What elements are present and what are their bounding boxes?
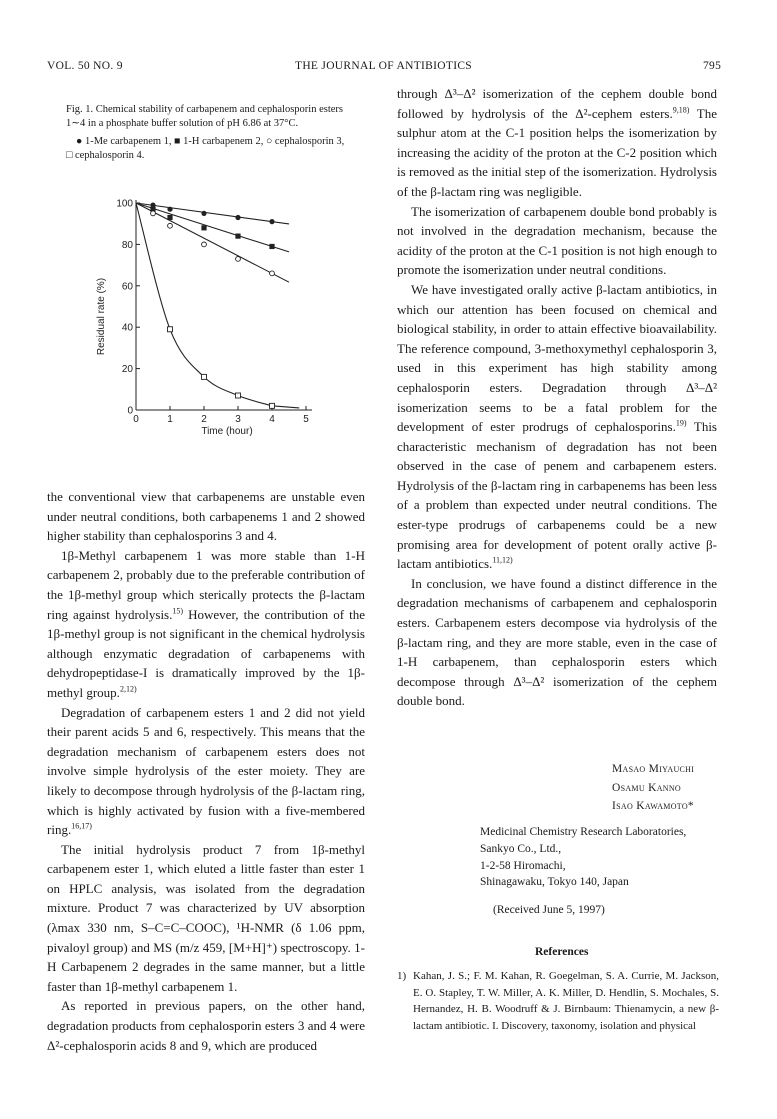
y-tick-label: 20 — [121, 364, 133, 376]
y-axis-title: Residual rate (%) — [96, 277, 107, 356]
series-line-cephalosporin-4 — [136, 203, 299, 408]
y-tick-label: 0 — [127, 405, 133, 417]
data-point-cephalosporin-3 — [236, 256, 241, 261]
x-tick-label: 4 — [269, 414, 275, 425]
citation: 15) — [172, 606, 184, 616]
data-point-1-me-carbapenem-1 — [269, 219, 274, 224]
author-name: Isao Kawamoto* — [612, 800, 694, 812]
left-paragraph-5: As reported in previous papers, on the other hand, degradation products from cephalosporin esters 3 and 4 were Δ²-cephalosporin acids 8 and 9, which are produced — [47, 998, 365, 1053]
x-tick-label: 5 — [303, 414, 309, 425]
reference-number: 1) — [397, 970, 407, 982]
right-paragraph-4: In conclusion, we have found a distinct difference in the degradation mechanisms of carbapenem and cephalosporin esters. Carbapenem esters decompose via hydrolysis of the β-lactam ring, and they are more stable, even in the case of 1-H carbapenem, than cephalosporin esters which decompose through Δ³–Δ² isomerization of the cephem double bond. — [397, 575, 717, 709]
reference-item — [397, 968, 719, 1034]
author-name: Masao Miyauchi — [612, 763, 695, 775]
address-line: Medicinal Chemistry Research Laboratories, — [480, 826, 687, 838]
received-date: (Received June 5, 1997) — [493, 904, 605, 916]
citation: 11,12) — [492, 555, 513, 565]
y-tick-label: 40 — [121, 322, 133, 334]
left-paragraph-3 — [47, 703, 365, 840]
citation: 9,18) — [672, 105, 690, 115]
data-point-1-me-carbapenem-1 — [167, 207, 172, 212]
right-paragraph-1 — [397, 84, 717, 202]
left-p3-text: Degradation of carbapenem esters 1 and 2 did not yield their parent acids 5 and 6, respectively. This means that the degradation mechanism of carbapenem esters does not involve simple hydrolysis of the ester moiety. They are likely to decompose through hydrolysis of the β-lactam ring, which is highly activated by fusion with a five-membered ring. — [47, 704, 365, 838]
data-point-cephalosporin-4 — [168, 327, 173, 332]
affiliation-address — [480, 824, 686, 891]
right-p3-text-a: We have investigated orally active β-lactam antibiotics, in which our attention has been focused on chemical and biological stability, in order to attain effective bioavailability. The reference compound, 3-methoxymethyl cephalosporin 3, used in this experiment has high stability among cephalosporin esters. Degradation through Δ³–Δ² isomerization seems to be a fatal problem for the development of ester prodrugs of cephalosporins. — [397, 281, 717, 435]
data-point-cephalosporin-3 — [168, 223, 173, 228]
left-paragraph-4: The initial hydrolysis product 7 from 1β-methyl carbapenem ester 1, which eluted a little faster than ester 1 on HPLC analysis, was isolated from the degradation mixture. Product 7 was characterized by UV absorption (λmax 330 nm, S–C=C–COOC), ¹H-NMR (δ 1.06 ppm, pivaloyl group) and MS (m/z 459, [M+H]⁺) spectroscopy. 1-H Carbapenem 2 degrades in the same manner, but a little faster than 1β-methyl carbapenem 1. — [47, 841, 365, 994]
right-p1-text-a: through Δ³–Δ² isomerization of the cephem double bond followed by hydrolysis of the Δ²-cephem esters. — [397, 86, 717, 121]
header-page-number: 795 — [703, 60, 722, 72]
x-tick-label: 3 — [235, 414, 241, 425]
address-line: Shinagawaku, Tokyo 140, Japan — [480, 876, 629, 889]
data-point-cephalosporin-3 — [202, 242, 207, 247]
x-tick-label: 0 — [133, 414, 139, 425]
y-tick-label: 100 — [116, 198, 133, 210]
data-point-1-h-carbapenem-2 — [269, 244, 274, 249]
data-point-1-h-carbapenem-2 — [201, 225, 206, 230]
address-line: 1-2-58 Hiromachi, — [480, 859, 566, 872]
data-point-cephalosporin-3 — [151, 211, 156, 216]
left-paragraph-1: the conventional view that carbapenems are unstable even under neutral conditions, both carbapenems 1 and 2 showed higher stability than cephalosporins 3 and 4. — [47, 489, 365, 544]
series-line-1-h-carbapenem-2 — [136, 203, 289, 252]
references-heading: References — [535, 946, 589, 958]
x-tick-label: 1 — [167, 414, 173, 425]
figure-caption-block — [66, 103, 348, 162]
data-point-cephalosporin-4 — [270, 403, 275, 408]
stability-chart — [70, 185, 320, 450]
series-line-cephalosporin-3 — [136, 203, 289, 282]
reference-text: Kahan, J. S.; F. M. Kahan, R. Goegelman, S. A. Currie, M. Jackson, E. O. Stapley, T. W. Miller, A. K. Miller, D. Hendlin, S. Mochales, S. Hernandez, H. B. Woodruff & J. Birnbaum: Thienamycin, a new β-lactam antibiotic. I. Discovery, taxonomy, isolation and physical — [413, 970, 719, 1032]
right-paragraph-2: The isomerization of carbapenem double bond probably is not involved in the degradation mechanism, because the acidity of the proton at the C-1 position is not high enough to promote the isomerization under neutral conditions. — [397, 203, 717, 278]
data-point-1-me-carbapenem-1 — [235, 215, 240, 220]
address-line: Sankyo Co., Ltd., — [480, 842, 562, 855]
citation: 16,17) — [71, 821, 92, 831]
data-point-cephalosporin-3 — [270, 271, 275, 276]
series-line-1-me-carbapenem-1 — [136, 203, 289, 224]
right-paragraph-3 — [397, 280, 717, 574]
data-point-cephalosporin-4 — [236, 393, 241, 398]
author-name: Osamu Kanno — [612, 781, 682, 794]
left-p2-text-a: 1β-Methyl carbapenem 1 was more stable than 1-H carbapenem 2, probably due to the preferable contribution of the 1β-methyl group which sterically protects the β-lactam ring against hydrolysis. — [47, 547, 365, 622]
data-point-1-h-carbapenem-2 — [167, 215, 172, 220]
data-point-1-me-carbapenem-1 — [201, 211, 206, 216]
right-p1-text-b: The sulphur atom at the C-1 position helps the isomerization by increasing the acidity of the proton at the C-2 position which is removed as the initial step of the isomerization. Hydrolysis of the β-lactam ring was negligible. — [397, 105, 717, 199]
citation: 19) — [675, 418, 687, 428]
chart-axes — [116, 199, 312, 426]
chart-markers — [150, 202, 274, 408]
left-p2-text-b: However, the contribution of the 1β-methyl group is not significant in the chemical hydrolysis although enzymatic degradation of carbapenems with dehydropeptidase-I is dramatically improved by the 1β-methyl group. — [47, 606, 366, 700]
figure-caption: Fig. 1. Chemical stability of carbapenem and cephalosporin esters 1∼4 in a phosphate buffer solution of pH 6.86 at 37°C. — [66, 104, 344, 129]
data-point-cephalosporin-4 — [202, 374, 207, 379]
x-axis-title: Time (hour) — [201, 426, 253, 437]
author-list — [612, 760, 694, 816]
y-tick-label: 60 — [121, 281, 133, 293]
figure-legend: ● 1-Me carbapenem 1, ■ 1-H carbapenem 2, ○ cephalosporin 3, □ cephalosporin 4. — [66, 136, 345, 161]
left-paragraph-2 — [47, 546, 365, 703]
data-point-1-h-carbapenem-2 — [235, 234, 240, 239]
x-tick-label: 2 — [201, 414, 207, 425]
right-p3-text-b: This characteristic mechanism of degradation has not been observed in the case of penem and carbapenem esters. Hydrolysis of the β-lactam ring in carbapenems has been less of a problem than expected under neutral conditions. The ester-type prodrugs of carbapenems could be a new promising area for development of potent orally active β-lactam antibiotics. — [397, 419, 717, 572]
right-column — [397, 84, 717, 711]
header-volume: VOL. 50 NO. 9 — [47, 60, 123, 72]
left-column — [47, 487, 365, 1055]
citation: 2,12) — [119, 684, 137, 694]
y-tick-label: 80 — [121, 239, 133, 251]
header-journal-title: THE JOURNAL OF ANTIBIOTICS — [295, 60, 472, 72]
chart-curves — [136, 203, 299, 408]
